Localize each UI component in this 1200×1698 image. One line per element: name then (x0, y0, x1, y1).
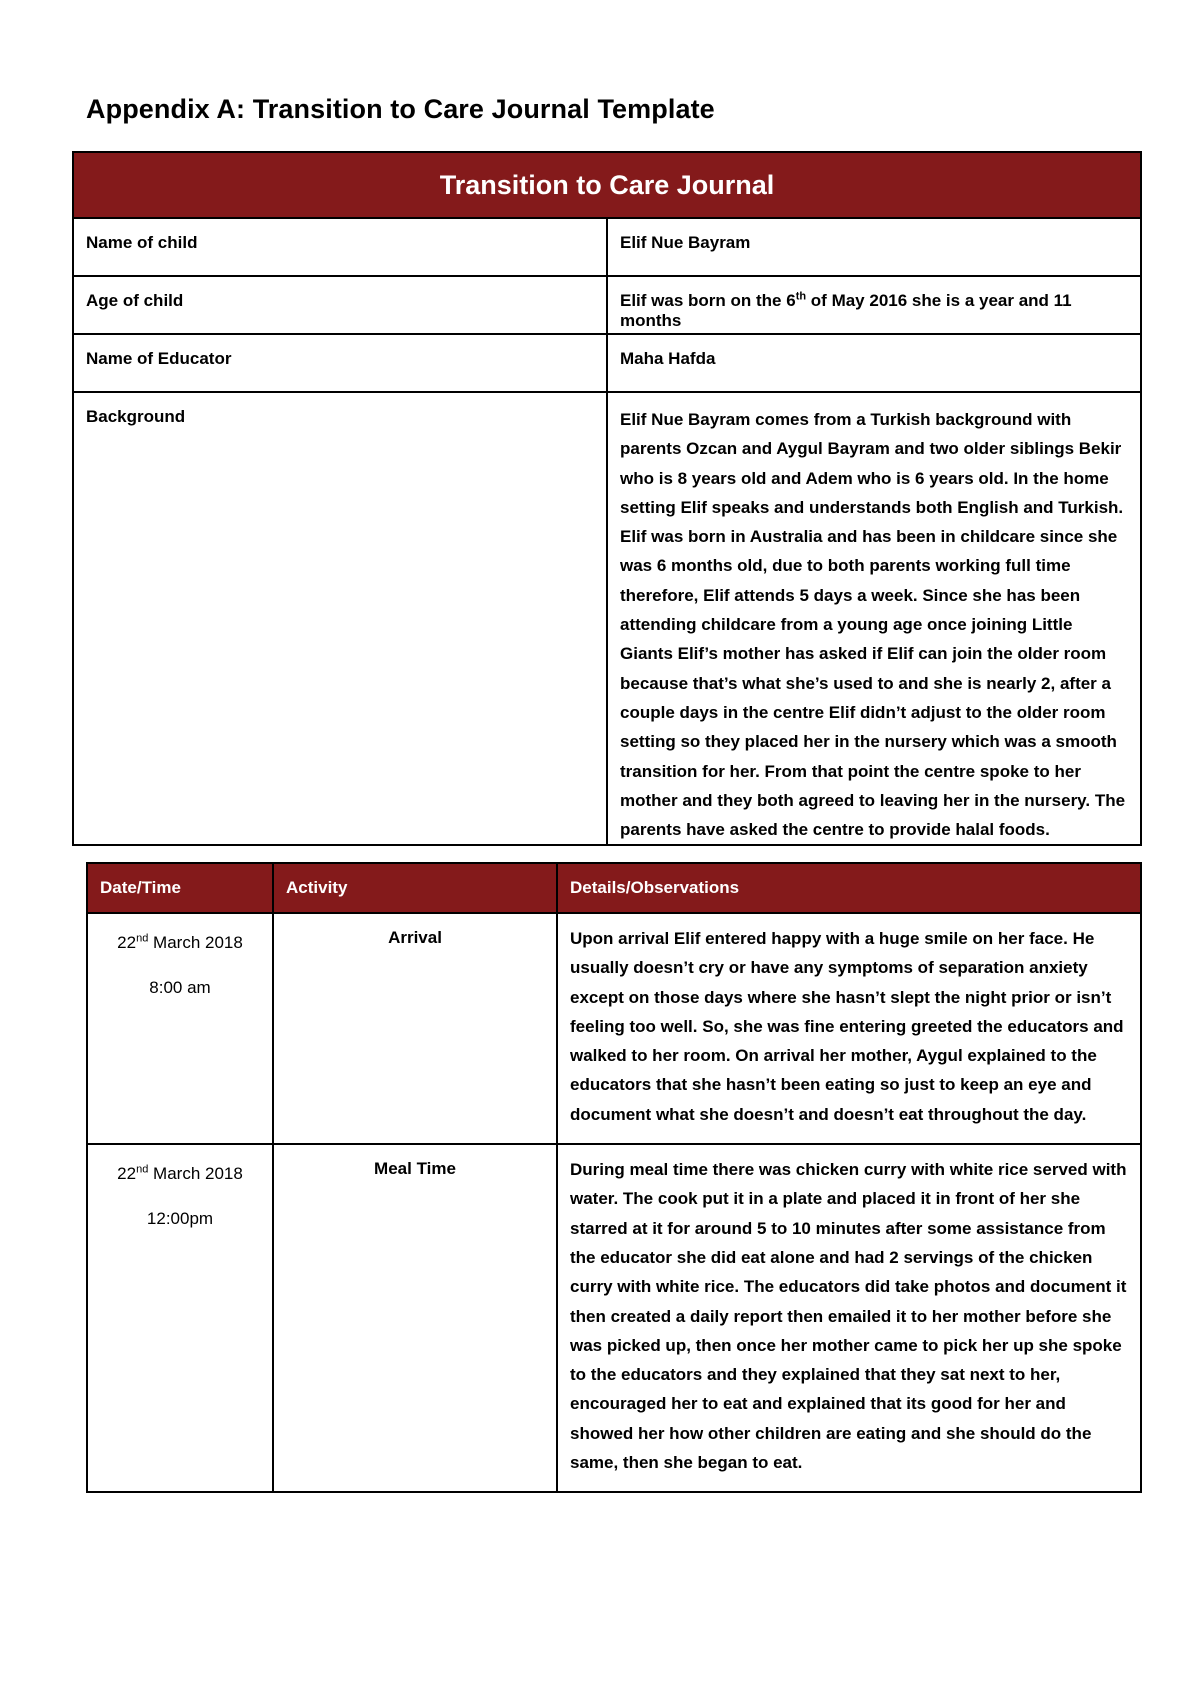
background-text: Elif Nue Bayram comes from a Turkish background with parents Ozcan and Aygul Bayram and two older siblings Bekir who is 8 years old and Adem who is 6 years old. In the home setting Elif speaks and understands both English and Turkish. Elif was born in Australia and has been in childcare since she was 6 months old, due to both parents working full time therefore, Elif attends 5 days a week. Since she has been attending childcare from a young age once joining Little Giants Elif’s mother has asked if Elif can join the older room because that’s what she’s used to and she is nearly 2, after a couple days in the centre Elif didn’t adjust to the older room setting so they placed her in the nursery which was a smooth transition for her. From that point the centre spoke to her mother and they both agreed to leaving her in the nursery. The parents have asked the centre to provide halal foods. (607, 392, 1141, 845)
activity-cell: Meal Time (273, 1144, 557, 1492)
info-value: Elif Nue Bayram (607, 218, 1141, 276)
info-value: Maha Hafda (607, 334, 1141, 392)
info-value (607, 276, 1141, 334)
time-line: 12:00pm (146, 1209, 214, 1229)
date-month-year: March 2018 (148, 933, 243, 952)
info-row-age-of-child (73, 276, 1141, 334)
journal-header-row (87, 863, 1141, 913)
header-date-time: Date/Time (87, 863, 273, 913)
date-time-cell (87, 913, 273, 1144)
info-row-name-of-child (73, 218, 1141, 276)
age-text-after: of May 2016 she is a year and 11 months (620, 291, 1072, 330)
info-banner-row (73, 152, 1141, 218)
header-activity: Activity (273, 863, 557, 913)
journal-table (86, 862, 1142, 1493)
age-text-before: Elif was born on the 6 (620, 291, 796, 310)
header-details: Details/Observations (557, 863, 1141, 913)
info-row-background (73, 392, 1141, 845)
info-banner: Transition to Care Journal (73, 152, 1141, 218)
date-day: 22 (117, 933, 137, 952)
info-label: Background (73, 392, 607, 845)
details-cell: During meal time there was chicken curry with white rice served with water. The cook put it in a plate and placed it in front of her she starred at it for around 5 to 10 minutes after some assistance from the educator she did eat alone and had 2 servings of the chicken curry with white rice. The educators did take photos and document it then created a daily report then emailed it to her mother before she was picked up, then once her mother came to pick her up she spoke to the educators and they explained that they sat next to her, encouraged her to eat and explained that its good for her and showed her how other children are eating and she should do the same, then she began to eat. (557, 1144, 1141, 1492)
info-row-name-of-educator (73, 334, 1141, 392)
date-time-cell (87, 1144, 273, 1492)
date-month-year: March 2018 (148, 1164, 243, 1184)
activity-cell: Arrival (273, 913, 557, 1144)
time-line: 8:00 am (149, 978, 211, 997)
info-table (72, 151, 1142, 846)
info-label: Name of child (73, 218, 607, 276)
date-superscript: nd (136, 932, 149, 945)
date-day: 22 (117, 1164, 137, 1184)
age-superscript: th (795, 290, 807, 303)
info-label: Name of Educator (73, 334, 607, 392)
journal-row-meal-time (87, 1144, 1141, 1492)
details-cell: Upon arrival Elif entered happy with a huge smile on her face. He usually doesn’t cry or have any symptoms of separation anxiety except on those days where she hasn’t slept the night prior or isn’t feeling too well. So, she was fine entering greeted the educators and walked to her room. On arrival her mother, Aygul explained to the educators that she hasn’t been eating so just to keep an eye and document what she doesn’t and doesn’t eat throughout the day. (557, 913, 1141, 1144)
page-title: Appendix A: Transition to Care Journal Template (86, 94, 715, 124)
date-line (100, 928, 260, 958)
date-superscript: nd (136, 1163, 149, 1176)
date-line (100, 1159, 260, 1189)
info-label: Age of child (73, 276, 607, 334)
journal-row-arrival (87, 913, 1141, 1144)
